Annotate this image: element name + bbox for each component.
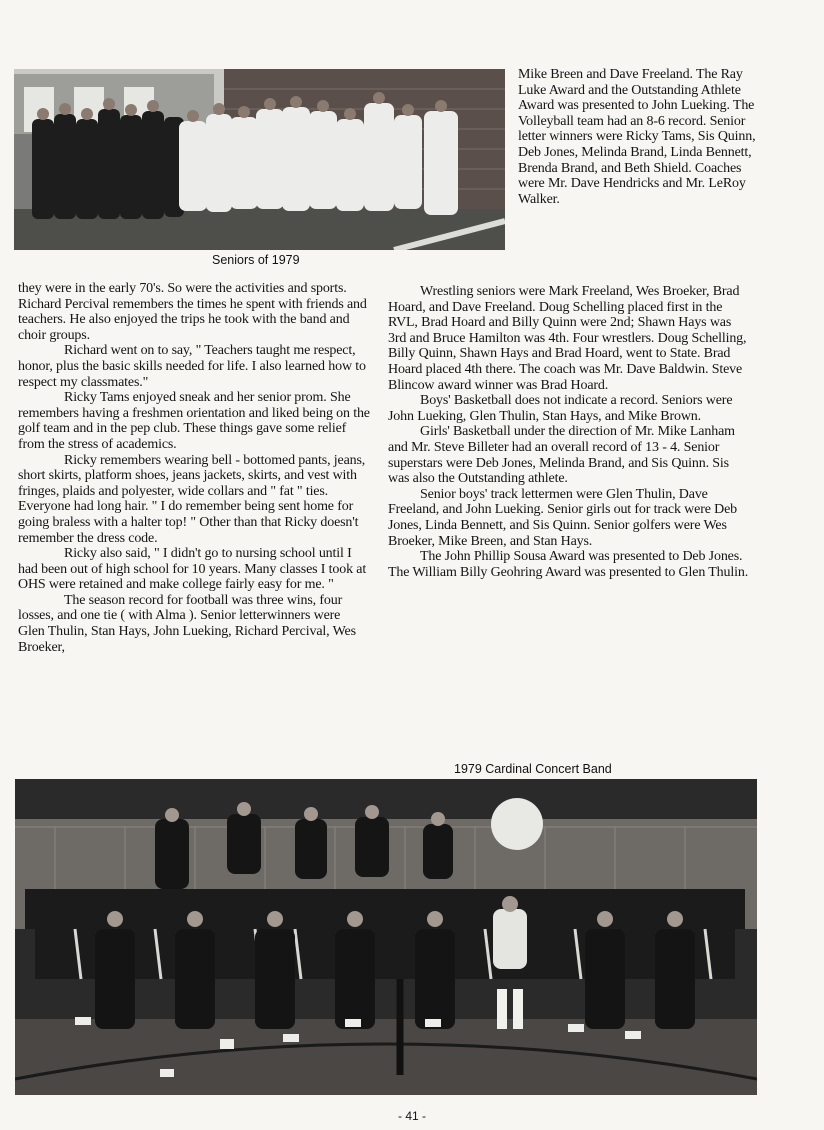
paragraph: Richard went on to say, " Teachers taught me respect, honor, plus the basic skills needed for life. I also learned how to respect my classmates."	[18, 343, 366, 390]
concert-band-photo	[15, 779, 757, 1095]
paragraph: Girls' Basketball under the direction of Mr. Mike Lanham and Mr. Steve Billeter had an overall record of 13 - 4. Senior superstars were Deb Jones, Melinda Brand, and Sis Quinn. Sis was also the Outstanding athlete.	[388, 424, 735, 487]
seniors-photo-caption: Seniors of 1979	[212, 253, 300, 267]
paragraph: Senior boys' track lettermen were Glen Thulin, Dave Freeland, and John Lueking. Senior girls out for track were Deb Jones, Linda Bennett, and Sis Quinn. Senior golfers were Wes Broeker, Mike Breen, and Stan Hays.	[388, 486, 738, 549]
paragraph: Ricky Tams enjoyed sneak and her senior prom. She remembers having a freshmen orientation and liked being on the golf team and in the pep club. These things gave some relief from the stress of academics.	[18, 390, 370, 452]
paragraph: Wrestling seniors were Mark Freeland, Wes Broeker, Brad Hoard, and Dave Freeland. Doug Schelling placed first in the RVL, Brad Hoard and Billy Quinn were 2nd; Shawn Hays was 3rd and Bruce Hamilton was 4th. Four wrestlers. Doug Schelling, Billy Quinn, Shawn Hays and Brad Hoard, went to State. Brad Hoard placed 4th there. The coach was Mr. Dave Baldwin. Steve Blincow award winner was Brad Hoard.	[388, 284, 747, 393]
band-photo-caption: 1979 Cardinal Concert Band	[454, 762, 612, 776]
left-text-column	[18, 281, 370, 655]
right-text-column	[388, 284, 750, 580]
paragraph: The season record for football was three wins, four losses, and one tie ( with Alma ). Senior letterwinners were Glen Thulin, Stan Hays, John Lueking, Richard Percival, Wes Broeker,	[18, 592, 356, 655]
right-text-column-top	[518, 67, 763, 207]
seniors-photo	[14, 69, 505, 250]
paragraph: they were in the early 70's. So were the activities and sports. Richard Percival remembers the times he spent with friends and teachers. He also enjoyed the trips he took with the band and choir groups.	[18, 281, 367, 343]
paragraph: Ricky remembers wearing bell - bottomed pants, jeans, short skirts, platform shoes, jeans jackets, skirts, and vest with fringes, plaids and polyester, wide collars and " fat " ties. Everyone had long hair. " I do remember being sent home for going braless with a halter top! " Other than that Ricky doesn't remember the dress code.	[18, 452, 366, 546]
page-number: - 41 -	[397, 1109, 426, 1123]
paragraph: Mike Breen and Dave Freeland. The Ray Luke Award and the Outstanding Athlete Award was presented to John Lueking. The Volleyball team had an 8-6 record. Senior letter winners were Ricky Tams, Sis Quinn, Deb Jones, Melinda Brand, Linda Bennett, Brenda Brand, and Beth Shield. Coaches were Mr. Dave Hendricks and Mr. LeRoy Walker.	[518, 67, 756, 207]
paragraph: The John Phillip Sousa Award was presented to Deb Jones. The William Billy Geohring Award was presented to Glen Thulin.	[388, 549, 749, 580]
paragraph: Boys' Basketball does not indicate a record. Seniors were John Lueking, Glen Thulin, Stan Hays, and Mike Brown.	[388, 393, 733, 424]
paragraph: Ricky also said, " I didn't go to nursing school until I had been out of high school for 10 years. Many classes I took at OHS were retained and make college fairly easy for me. "	[18, 546, 367, 593]
